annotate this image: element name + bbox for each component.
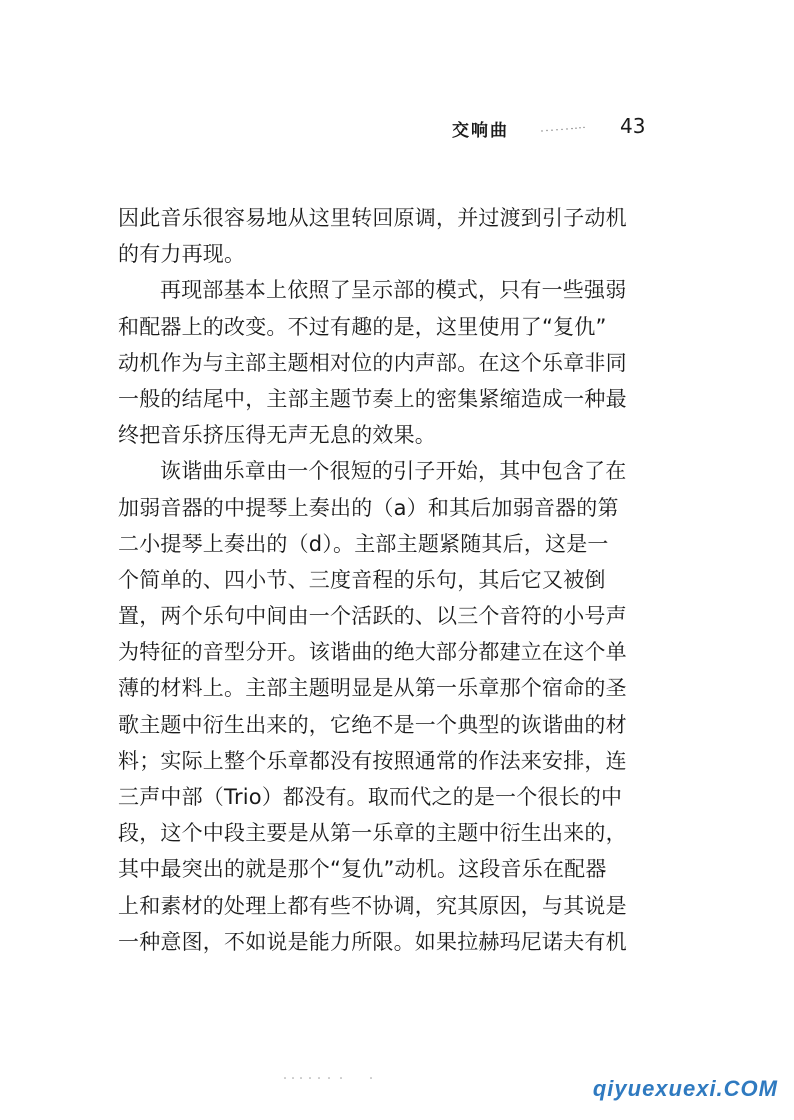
text-line: 三声中部（Trio）都没有。取而代之的是一个很长的中	[118, 785, 623, 809]
text-line: 置，两个乐句中间由一个活跃的、以三个音符的小号声	[118, 604, 627, 629]
text-line: 上和素材的处理上都有些不协调，究其原因，与其说是	[118, 893, 627, 918]
text-line: 段，这个中段主要是从第一乐章的主题中衍生出来的，	[118, 821, 627, 846]
text-line: 一种意图，不如说是能力所限。如果拉赫玛尼诺夫有机	[118, 929, 627, 954]
text-line: 一般的结尾中，主部主题节奏上的密集紧缩造成一种最	[118, 386, 627, 411]
site-watermark: qiyuexuexi.COM	[592, 1076, 778, 1101]
text-line: 动机作为与主部主题相对位的内声部。在这个乐章非同	[118, 350, 627, 375]
paragraph-start-line: 诙谐曲乐章由一个很短的引子开始，其中包含了在	[160, 459, 627, 484]
ornament-dots-icon	[540, 126, 588, 132]
text-line: 终把音乐挤压得无声无息的效果。	[118, 423, 436, 448]
body-text	[118, 200, 678, 960]
text-line: 二小提琴上奏出的（d）。主部主题紧随其后，这是一	[118, 531, 609, 556]
text-line: 加弱音器的中提琴上奏出的（a）和其后加弱音器的第	[118, 495, 619, 520]
text-line: 薄的材料上。主部主题明显是从第一乐章那个宿命的圣	[118, 676, 627, 701]
text-line: 的有力再现。	[118, 242, 246, 267]
scan-marks-icon	[283, 1075, 379, 1081]
text-line: 个简单的、四小节、三度音程的乐句，其后它又被倒	[118, 567, 606, 592]
text-line: 料；实际上整个乐章都没有按照通常的作法来安排，连	[118, 748, 627, 773]
text-line: 为特征的音型分开。该谐曲的绝大部分都建立在这个单	[118, 640, 627, 665]
running-header	[0, 112, 794, 142]
paragraph-start-line: 再现部基本上依照了呈示部的模式，只有一些强弱	[160, 278, 627, 303]
text-line: 和配器上的改变。不过有趣的是，这里使用了“复仇”	[118, 314, 607, 339]
text-line: 其中最突出的就是那个“复仇”动机。这段音乐在配器	[118, 857, 607, 882]
text-line: 因此音乐很容易地从这里转回原调，并过渡到引子动机	[118, 206, 627, 230]
running-title: 交响曲	[452, 121, 509, 141]
page-number: 43	[620, 114, 646, 138]
text-line: 歌主题中衍生出来的，它绝不是一个典型的诙谐曲的材	[118, 712, 627, 737]
